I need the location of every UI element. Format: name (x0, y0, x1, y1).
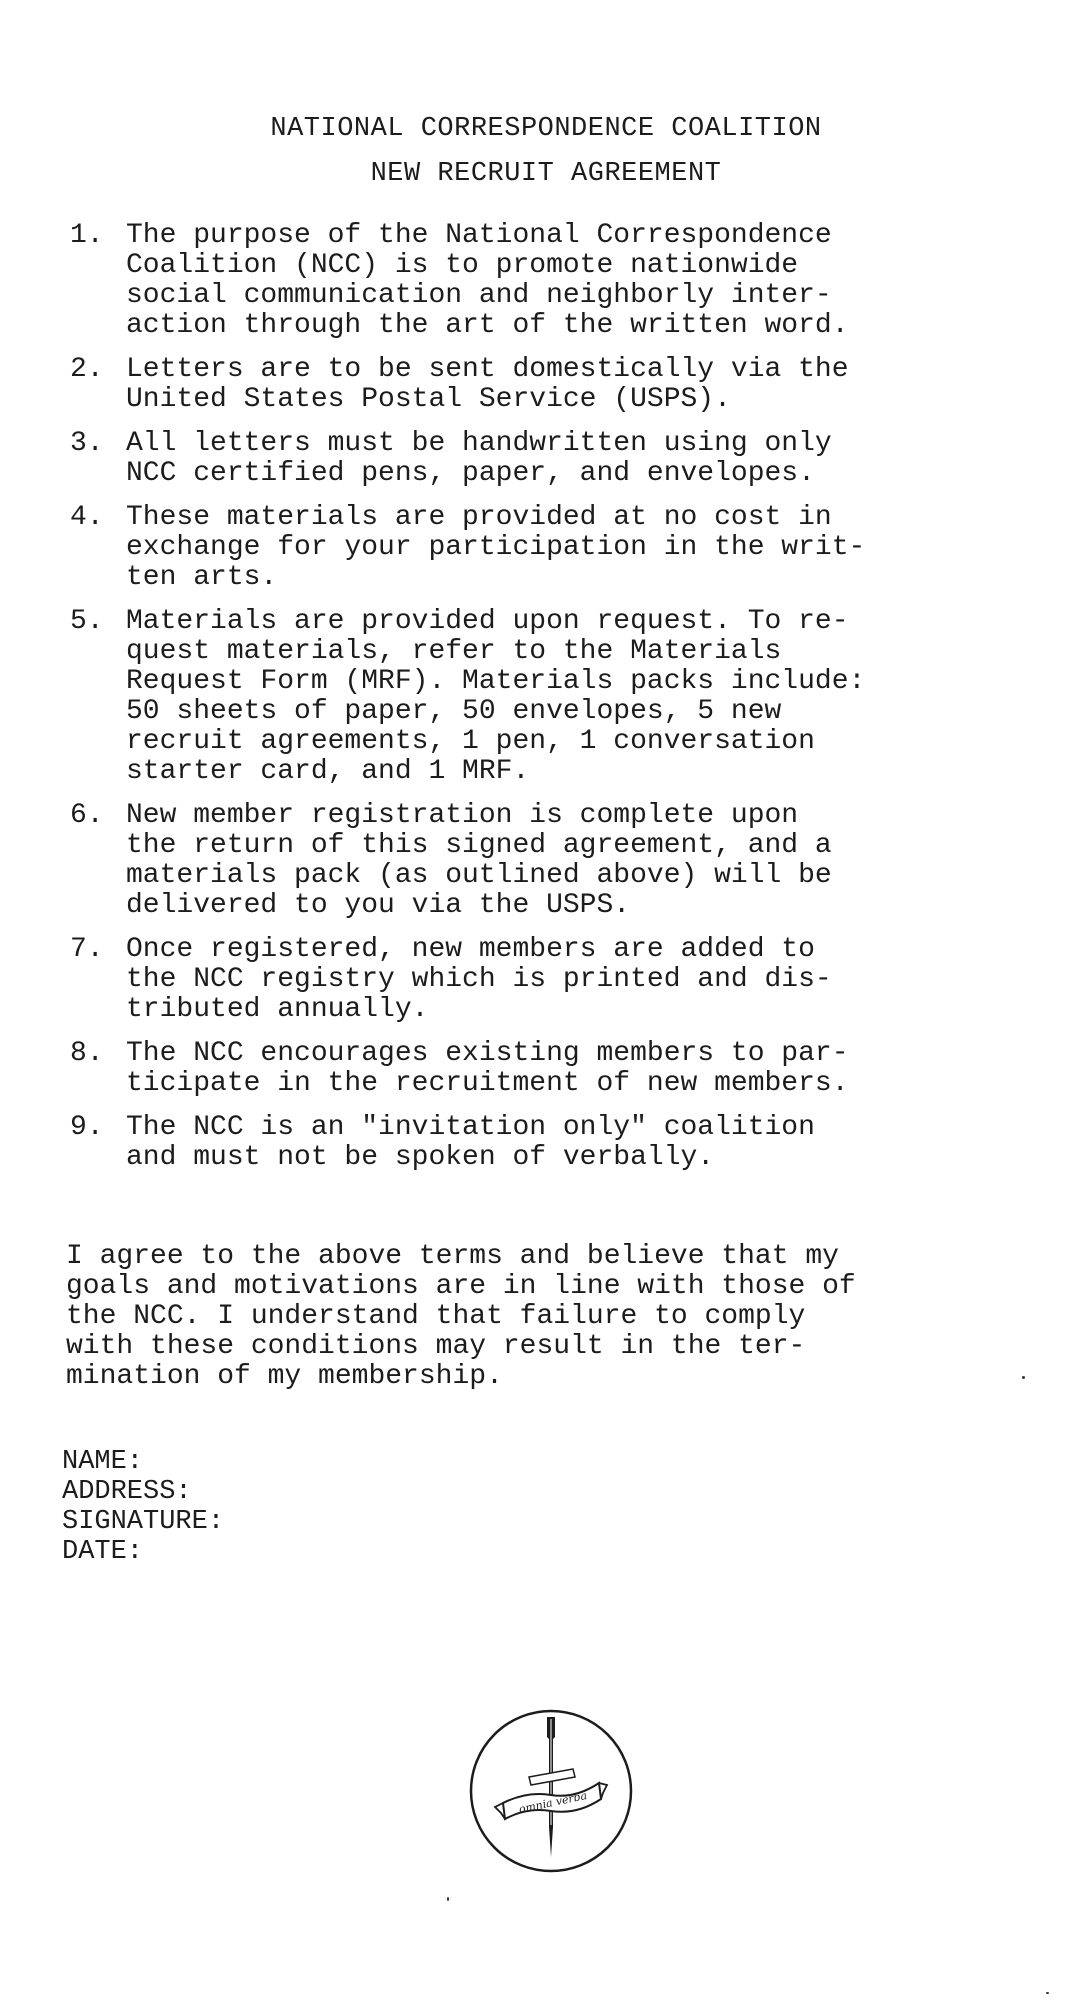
term-number: 6. (70, 800, 104, 831)
document-title: NATIONAL CORRESPONDENCE COALITION (270, 114, 822, 144)
term-item-3 (70, 429, 1070, 489)
term-item-2 (70, 355, 1070, 415)
name-field-label: NAME: (62, 1447, 144, 1477)
term-number: 4. (70, 502, 104, 533)
agreement-line: goals and motivations are in line with those of (66, 1271, 856, 1302)
term-line: United States Postal Service (USPS). (126, 384, 731, 415)
term-number: 2. (70, 354, 104, 385)
term-line: quest materials, refer to the Materials (126, 636, 782, 667)
term-item-6 (70, 801, 1070, 921)
term-line: New member registration is complete upon (126, 800, 799, 831)
term-item-5 (70, 607, 1070, 787)
term-line: tributed annually. (126, 994, 429, 1025)
term-number: 7. (70, 934, 104, 965)
term-line: NCC certified pens, paper, and envelopes. (126, 458, 815, 489)
terms-list (70, 221, 1070, 1187)
agreement-line: the NCC. I understand that failure to comply (66, 1301, 806, 1332)
address-field-label: ADDRESS: (62, 1477, 192, 1507)
term-item-7 (70, 935, 1070, 1025)
paper-speck (1046, 1992, 1049, 1994)
agreement-line: I agree to the above terms and believe that my (66, 1241, 839, 1272)
term-number: 9. (70, 1112, 104, 1143)
document-subtitle: NEW RECRUIT AGREEMENT (370, 159, 722, 189)
term-line: exchange for your participation in the writ- (126, 532, 866, 563)
term-line: The purpose of the National Correspondence (126, 220, 832, 251)
agreement-line: mination of my membership. (66, 1361, 503, 1392)
paper-speck (447, 1897, 449, 1901)
seal-motto: omnia verba (517, 1788, 589, 1817)
term-number: 1. (70, 220, 104, 251)
date-field-label: DATE: (62, 1537, 144, 1567)
term-number: 5. (70, 606, 104, 637)
agreement-paragraph (66, 1242, 856, 1392)
term-line: The NCC is an "invitation only" coalition (126, 1112, 815, 1143)
term-item-8 (70, 1039, 1070, 1099)
term-line: Request Form (MRF). Materials packs include: (126, 666, 866, 697)
pen-seal-icon (467, 1707, 635, 1875)
signature-field-label: SIGNATURE: (62, 1507, 225, 1537)
term-line: starter card, and 1 MRF. (126, 756, 530, 787)
term-line: delivered to you via the USPS. (126, 890, 631, 921)
term-line: ten arts. (126, 562, 278, 593)
term-line: All letters must be handwritten using only (126, 428, 832, 459)
signature-fields (62, 1447, 224, 1567)
term-line: and must not be spoken of verbally. (126, 1142, 715, 1173)
term-line: Letters are to be sent domestically via the (126, 354, 849, 385)
paper-speck (1022, 1376, 1025, 1379)
term-line: Once registered, new members are added to (126, 934, 815, 965)
term-number: 3. (70, 428, 104, 459)
term-line: recruit agreements, 1 pen, 1 conversation (126, 726, 815, 757)
term-line: Materials are provided upon request. To re- (126, 606, 849, 637)
term-item-4 (70, 503, 1070, 593)
term-line: These materials are provided at no cost in (126, 502, 832, 533)
term-line: materials pack (as outlined above) will be (126, 860, 832, 891)
term-line: the return of this signed agreement, and a (126, 830, 832, 861)
term-item-1 (70, 221, 1070, 341)
agreement-line: with these conditions may result in the ter- (66, 1331, 806, 1362)
term-line: action through the art of the written word. (126, 310, 849, 341)
term-number: 8. (70, 1038, 104, 1069)
term-item-9 (70, 1113, 1070, 1173)
term-line: ticipate in the recruitment of new members. (126, 1068, 849, 1099)
term-line: The NCC encourages existing members to par- (126, 1038, 849, 1069)
term-line: social communication and neighborly inter- (126, 280, 832, 311)
term-line: 50 sheets of paper, 50 envelopes, 5 new (126, 696, 782, 727)
term-line: the NCC registry which is printed and dis- (126, 964, 832, 995)
term-line: Coalition (NCC) is to promote nationwide (126, 250, 799, 281)
